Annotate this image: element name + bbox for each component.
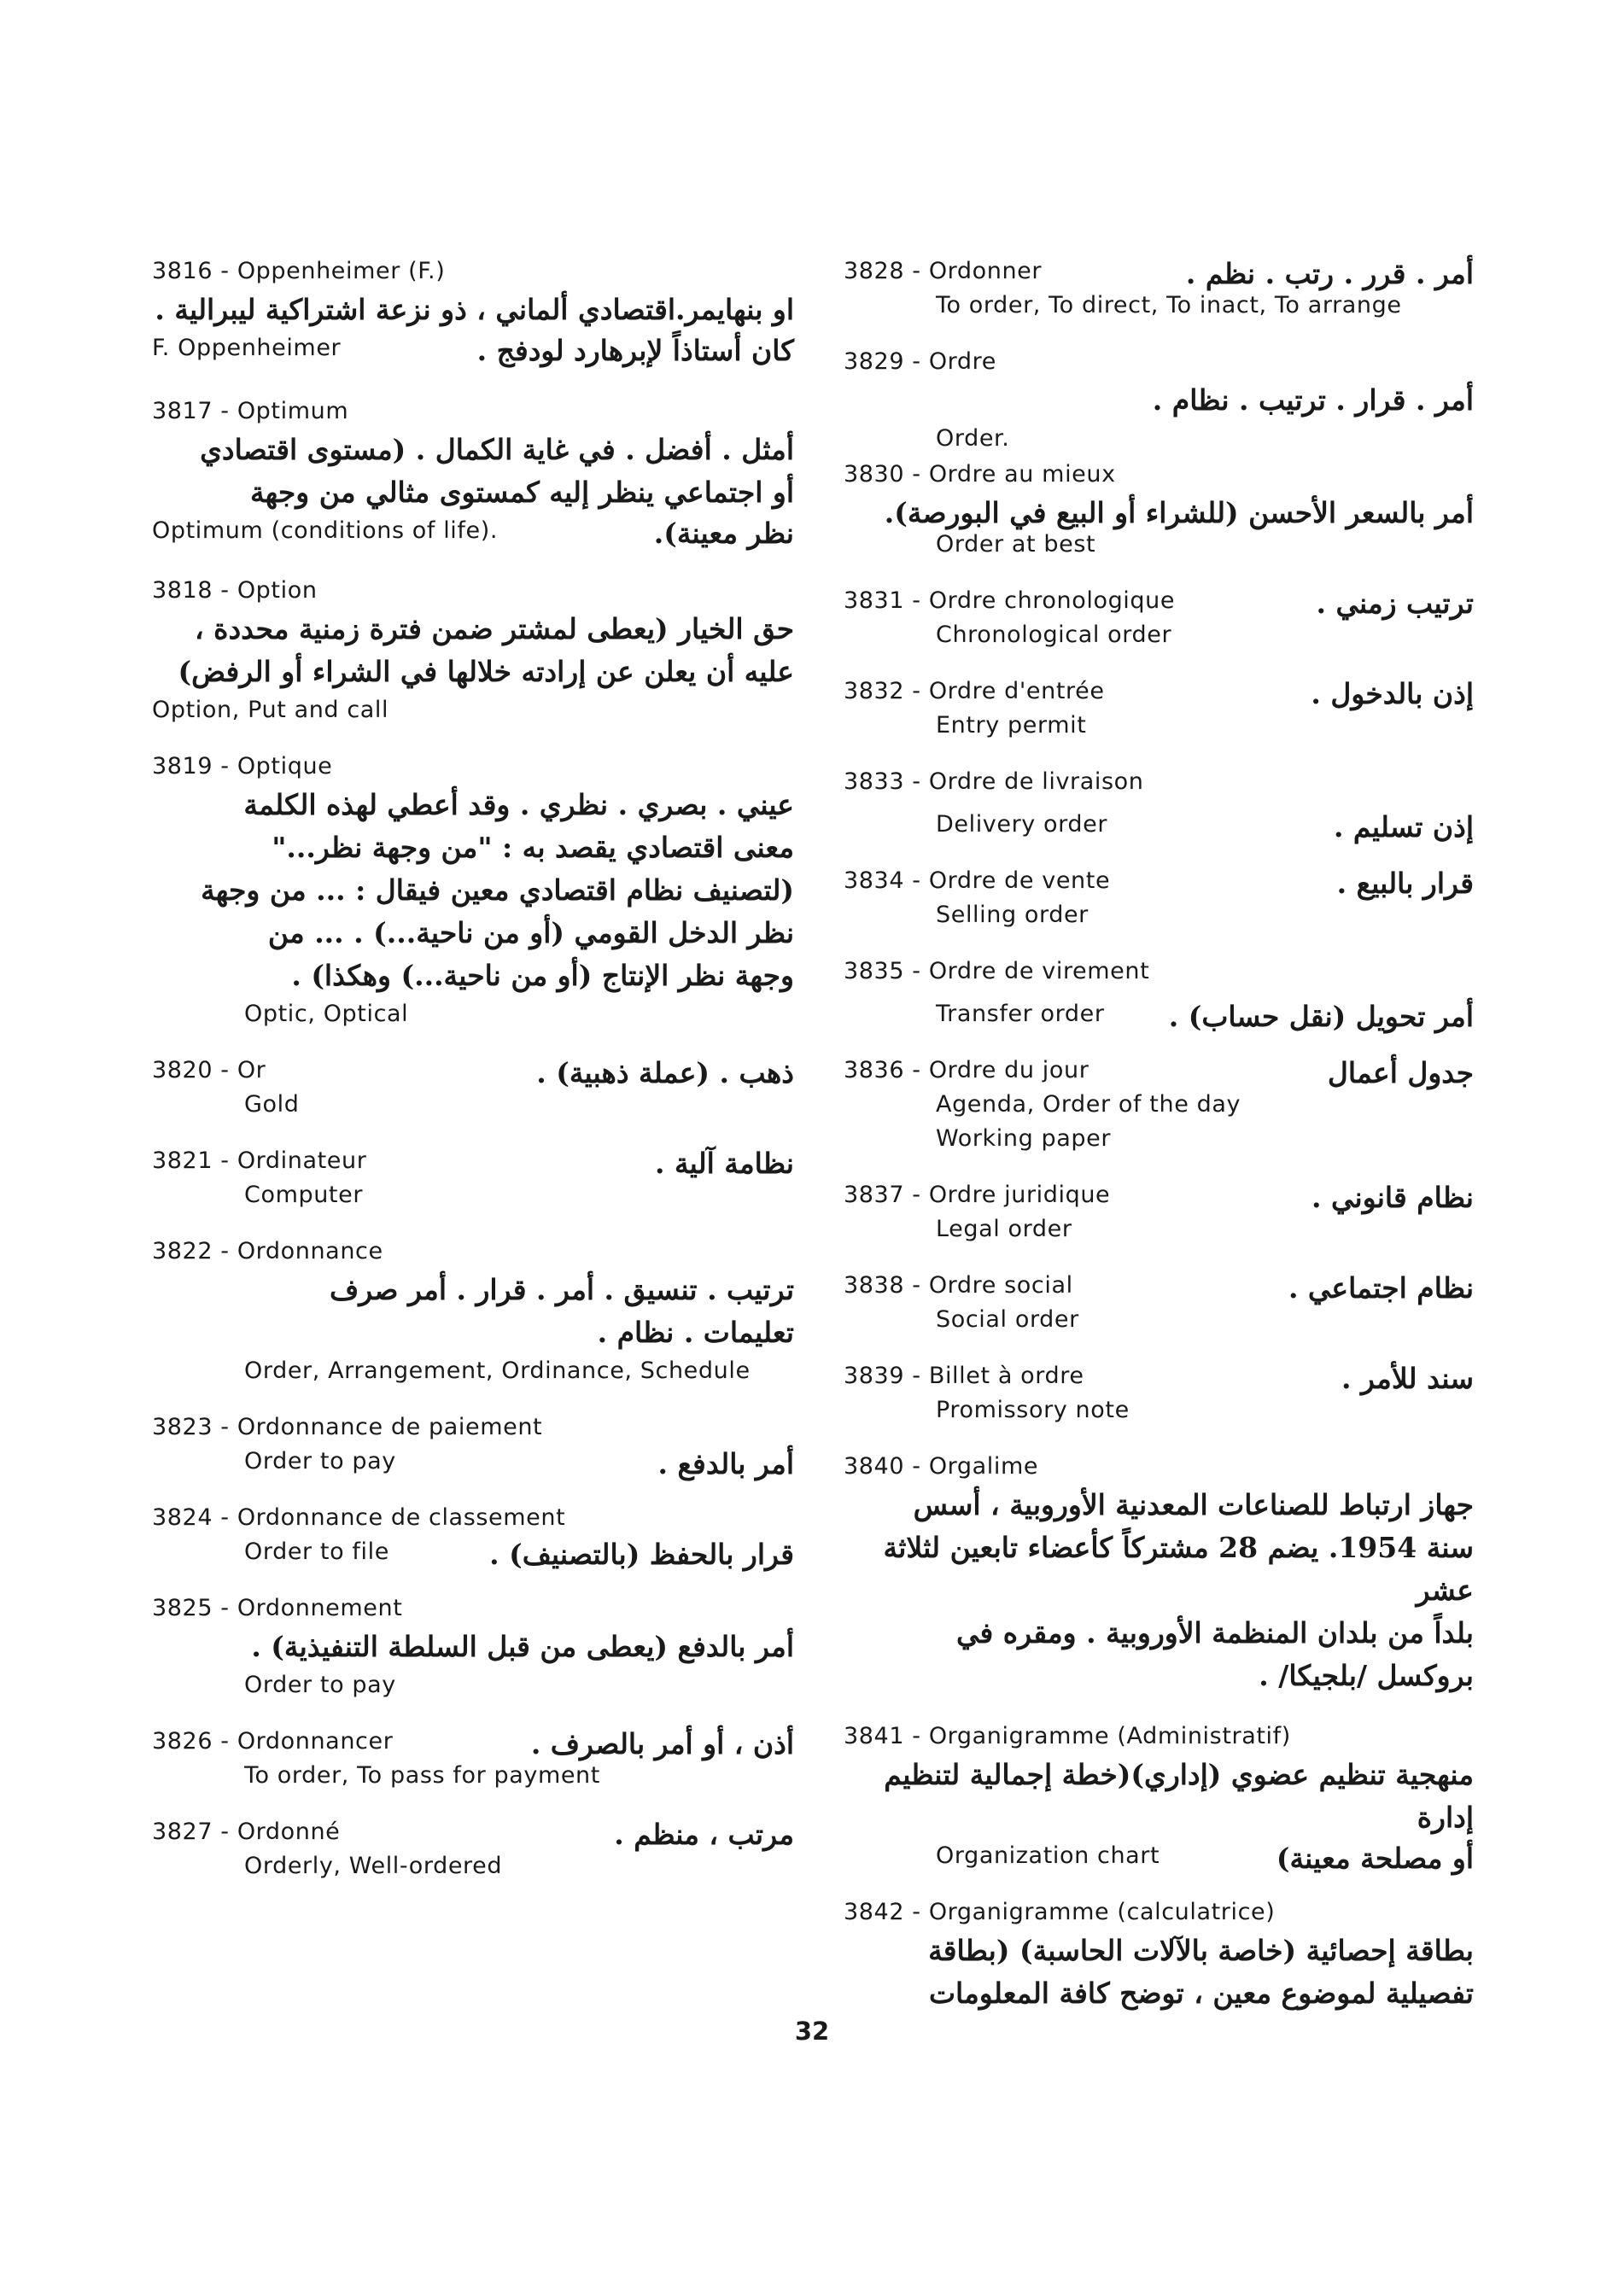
english-equivalent: Selling order (936, 902, 1089, 928)
english-equivalent: Computer (244, 1182, 364, 1208)
entry-heading: 3838 - Ordre social (844, 1272, 1073, 1299)
english-equivalent: Promissory note (936, 1397, 1130, 1423)
entry-heading: 3825 - Ordonnement (152, 1595, 403, 1621)
entry-3825 (152, 1591, 794, 1702)
entry-3834 (844, 864, 1474, 932)
entry-3840 (844, 1450, 1474, 1697)
entry-heading: 3841 - Organigramme (Administratif) (844, 1723, 1291, 1749)
entry-heading: 3834 - Ordre de vente (844, 867, 1111, 894)
arabic-definition: منهجية تنظيم عضوي (إداري)(خطة إجمالية لتنظيم إدارة (884, 1758, 1474, 1834)
right-column (844, 254, 1474, 2037)
entry-heading: 3826 - Ordonnancer (152, 1728, 394, 1755)
entry-heading: 3836 - Ordre du jour (844, 1057, 1089, 1083)
entry-heading: 3820 - Or (152, 1057, 266, 1083)
english-equivalent: F. Oppenheimer (152, 335, 342, 361)
arabic-definition: أمر . قرار . ترتيب . نظام . (1152, 383, 1474, 417)
arabic-definition: أمر بالدفع . (657, 1447, 794, 1480)
entry-heading: 3824 - Ordonnance de classement (152, 1504, 566, 1531)
entry-3819 (152, 750, 794, 1031)
english-equivalent: Optimum (conditions of life). (152, 517, 499, 544)
english-equivalent: Working paper (936, 1125, 1112, 1152)
entry-3832 (844, 674, 1474, 743)
arabic-definition: إذن تسليم . (1333, 810, 1474, 844)
arabic-definition: ترتيب . تنسيق . أمر . قرار . أمر صرف (330, 1273, 794, 1306)
arabic-definition: سند للأمر . (1341, 1362, 1474, 1395)
arabic-definition: نظامة آلية . (654, 1147, 794, 1180)
english-equivalent: Chronological order (936, 622, 1172, 648)
entry-3820 (152, 1054, 794, 1122)
entry-3831 (844, 584, 1474, 652)
english-equivalent: Order to pay (244, 1448, 396, 1474)
english-equivalent: To order, To pass for payment (244, 1762, 600, 1789)
entry-3822 (152, 1235, 794, 1388)
entry-heading: 3830 - Ordre au mieux (844, 461, 1116, 488)
entry-3833 (844, 765, 1474, 842)
arabic-definition: (لتصنيف نظام اقتصادي معين فيقال : ... من وجهة (201, 873, 794, 907)
english-equivalent: Order, Arrangement, Ordinance, Schedule (244, 1358, 751, 1384)
arabic-definition: أو اجتماعي ينظر إليه كمستوى مثالي من وجهة (249, 476, 794, 509)
english-equivalent: Option, Put and call (152, 697, 389, 723)
english-equivalent: Order at best (936, 531, 1096, 558)
arabic-definition: قرار بالحفظ (بالتصنيف) . (489, 1538, 794, 1571)
english-equivalent: Legal order (936, 1216, 1072, 1242)
entry-3829 (844, 345, 1474, 456)
arabic-definition: جهاز ارتباط للصناعات المعدنية الأوروبية ، أسس (913, 1488, 1474, 1521)
english-equivalent: Order to file (244, 1539, 389, 1565)
entry-heading: 3842 - Organigramme (calculatrice) (844, 1899, 1276, 1925)
entry-3818 (152, 574, 794, 727)
entry-3841 (844, 1720, 1474, 1873)
english-equivalent: Order to pay (244, 1672, 396, 1698)
entry-heading: 3837 - Ordre juridique (844, 1182, 1111, 1208)
entry-heading: 3822 - Ordonnance (152, 1238, 383, 1264)
page-number: 32 (794, 2017, 830, 2046)
entry-3823 (152, 1410, 794, 1479)
entry-3839 (844, 1359, 1474, 1428)
entry-heading: 3840 - Orgalime (844, 1453, 1039, 1480)
arabic-definition: نظر الدخل القومي (أو من ناحية...) . ... من (267, 916, 794, 949)
arabic-definition: نظام اجتماعي . (1288, 1271, 1474, 1305)
entry-heading: 3823 - Ordonnance de paiement (152, 1414, 543, 1440)
arabic-definition: أمر تحويل (نقل حساب) . (1168, 1000, 1474, 1033)
entry-heading: 3839 - Billet à ordre (844, 1363, 1084, 1389)
arabic-definition: نظر معينة). (653, 517, 794, 550)
arabic-definition: كان أستاذاً لإبرهارد لودفج . (476, 334, 794, 367)
entry-heading: 3831 - Ordre chronologique (844, 587, 1176, 614)
english-equivalent: Gold (244, 1091, 300, 1118)
arabic-definition: عليه أن يعلن عن إرادته خلالها في الشراء أو الرفض) (178, 655, 794, 688)
entry-3824 (152, 1501, 794, 1569)
entry-heading: 3832 - Ordre d'entrée (844, 678, 1105, 704)
arabic-definition: او بنهايمر.اقتصادي ألماني ، ذو نزعة اشتراكية ليبرالية . (155, 293, 794, 326)
entry-heading: 3819 - Optique (152, 753, 333, 779)
entry-3826 (152, 1725, 794, 1793)
english-equivalent: Order. (936, 425, 1010, 452)
arabic-definition: أذن ، أو أمر بالصرف . (530, 1727, 794, 1760)
entry-3821 (152, 1144, 794, 1212)
entry-heading: 3821 - Ordinateur (152, 1147, 367, 1174)
entry-heading: 3818 - Option (152, 577, 318, 604)
arabic-definition: سنة 1954. يضم 28 مشتركاً كأعضاء تابعين لثلاثة عشر (883, 1531, 1474, 1607)
arabic-definition: أو مصلحة معينة) (1276, 1842, 1474, 1875)
english-equivalent: Transfer order (936, 1001, 1105, 1027)
arabic-definition: جدول أعمال (1327, 1056, 1474, 1089)
arabic-definition: أمر بالدفع (يعطى من قبل السلطة التنفيذية) . (251, 1630, 794, 1663)
arabic-definition: بروكسل /بلجيكا/ . (1259, 1659, 1474, 1692)
entry-3835 (844, 955, 1474, 1031)
arabic-definition: تفصيلية لموضوع معين ، توضح كافة المعلومات (928, 1976, 1474, 2010)
arabic-definition: ترتيب زمني . (1316, 587, 1474, 620)
arabic-definition: عيني . بصري . نظري . وقد أعطي لهذه الكلمة (243, 788, 794, 821)
arabic-definition: بلداً من بلدان المنظمة الأوروبية . ومقره في (956, 1616, 1474, 1649)
entry-heading: 3827 - Ordonné (152, 1819, 341, 1845)
arabic-definition: أمر بالسعر الأحسن (للشراء أو البيع في البورصة). (884, 496, 1474, 529)
entry-3816 (152, 254, 794, 372)
arabic-definition: ذهب . (عملة ذهبية) . (536, 1056, 794, 1089)
entry-heading: 3835 - Ordre de virement (844, 958, 1150, 984)
english-equivalent: Optic, Optical (244, 1001, 409, 1027)
arabic-definition: نظام قانوني . (1311, 1181, 1474, 1214)
arabic-definition: تعليمات . نظام . (597, 1316, 794, 1349)
entry-3836 (844, 1054, 1474, 1156)
arabic-definition: إذن بالدخول . (1311, 677, 1474, 710)
arabic-definition: معنى اقتصادي يقصد به : "من وجهة نظر..." (272, 831, 794, 864)
entry-3830 (844, 458, 1474, 562)
entry-3817 (152, 394, 794, 552)
left-column (152, 254, 794, 1906)
english-equivalent: To order, To direct, To inact, To arrange (936, 292, 1402, 318)
entry-heading: 3817 - Optimum (152, 398, 349, 424)
arabic-definition: حق الخيار (يعطى لمشتر ضمن فترة زمنية محددة ، (195, 612, 794, 645)
english-equivalent: Entry permit (936, 712, 1087, 739)
entry-3827 (152, 1815, 794, 1883)
entry-heading: 3833 - Ordre de livraison (844, 768, 1144, 795)
entry-3837 (844, 1178, 1474, 1247)
entry-heading: 3816 - Oppenheimer (F.) (152, 258, 446, 284)
english-equivalent: Agenda, Order of the day (936, 1091, 1241, 1118)
english-equivalent: Social order (936, 1306, 1079, 1333)
arabic-definition: مرتب ، منظم . (614, 1818, 794, 1851)
entry-3838 (844, 1269, 1474, 1337)
entry-3828 (844, 254, 1474, 323)
entry-heading: 3828 - Ordonner (844, 258, 1043, 284)
entry-heading: 3829 - Ordre (844, 348, 996, 375)
arabic-definition: أمر . قرر . رتب . نظم . (1185, 257, 1474, 290)
arabic-definition: قرار بالبيع . (1336, 867, 1474, 900)
arabic-definition: أمثل . أفضل . في غاية الكمال . (مستوى اقتصادي (200, 433, 794, 466)
english-equivalent: Delivery order (936, 811, 1108, 838)
english-equivalent: Orderly, Well-ordered (244, 1853, 503, 1879)
arabic-definition: وجهة نظر الإنتاج (أو من ناحية...) وهكذا) . (291, 959, 794, 992)
arabic-definition: بطاقة إحصائية (خاصة بالآلات الحاسبة) (بطاقة (928, 1934, 1474, 1967)
entry-3842 (844, 1895, 1474, 2015)
english-equivalent: Organization chart (936, 1842, 1160, 1869)
